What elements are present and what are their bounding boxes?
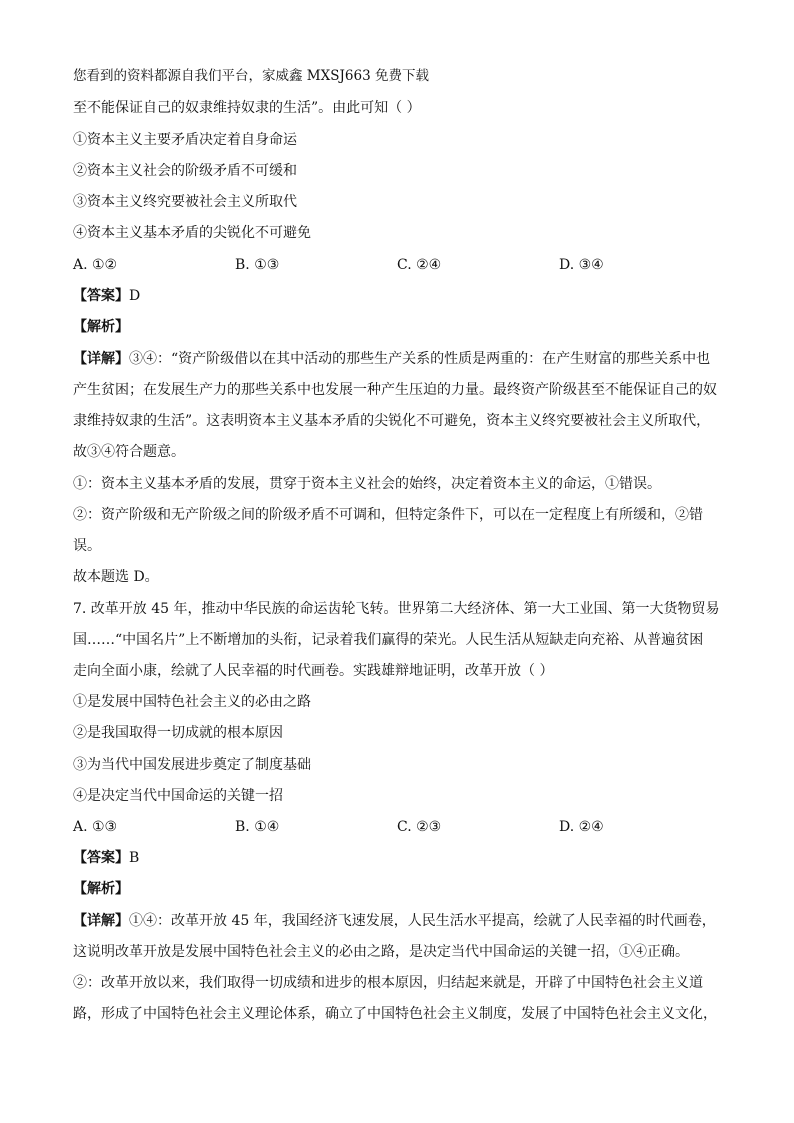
q6-options (73, 255, 721, 275)
q7-answer-tag: 【答案】 (73, 850, 129, 866)
q6-option-c: C. ②④ (397, 257, 442, 273)
q7-options (73, 817, 721, 837)
q7-answer-value: B (129, 850, 140, 866)
q7-stem-line-1: 7. 改革开放 45 年，推动中华民族的命运齿轮飞转。世界第二大经济体、第一大工业国、第一大货物贸易 (73, 601, 720, 617)
q6-item-1: ①资本主义主要矛盾决定着自身命运 (73, 132, 297, 148)
q6-option-a: A. ①② (73, 257, 118, 273)
q7-analysis-tag: 【解析】 (73, 881, 129, 897)
q7-stem-line-3: 走向全面小康，绘就了人民幸福的时代画卷。实践雄辩地证明，改革开放（ ） (73, 663, 554, 679)
q7-option-d: D. ②④ (559, 819, 604, 835)
q6-detail-line-5: ①：资本主义基本矛盾的发展，贯穿于资本主义社会的始终，决定着资本主义的命运，①错误。 (73, 476, 661, 492)
q6-detail-text-1: ③④：“资产阶级借以在其中活动的那些生产关系的性质是两重的：在产生财富的那些关系中也 (129, 351, 711, 367)
q7-detail-line-2: 这说明改革开放是发展中国特色社会主义的必由之路，是决定当代中国命运的关键一招，①④正确。 (73, 944, 689, 960)
q7-item-1: ①是发展中国特色社会主义的必由之路 (73, 694, 311, 710)
q6-option-d: D. ③④ (559, 257, 604, 273)
q6-detail-line-6: ②：资产阶级和无产阶级之间的阶级矛盾不可调和，但特定条件下，可以在一定程度上有所缓和，②错 (73, 507, 703, 523)
q7-detail-text-1: ①④：改革开放 45 年，我国经济飞速发展，人民生活水平提高，绘就了人民幸福的时代画卷， (129, 913, 716, 929)
q7-item-4: ④是决定当代中国命运的关键一招 (73, 788, 283, 804)
q6-detail-line-3: 隶维持奴隶的生活”。这表明资本主义基本矛盾的尖锐化不可避免，资本主义终究要被社会主义所取代， (73, 413, 711, 429)
q6-answer-tag: 【答案】 (73, 288, 129, 304)
q6-item-4: ④资本主义基本矛盾的尖锐化不可避免 (73, 225, 311, 241)
q6-analysis-tag: 【解析】 (73, 319, 129, 335)
q7-option-c: C. ②③ (397, 819, 442, 835)
q6-item-2: ②资本主义社会的阶级矛盾不可缓和 (73, 163, 297, 179)
q6-item-3: ③资本主义终究要被社会主义所取代 (73, 194, 297, 210)
q7-option-a: A. ①③ (73, 819, 118, 835)
q7-analysis-heading (73, 879, 129, 899)
q7-detail-line-1 (73, 911, 716, 931)
q6-detail-line-4: 故③④符合题意。 (73, 444, 185, 460)
page-header-note: 您看到的资料都源自我们平台，家威鑫 MXSJ663 免费下载 (73, 68, 429, 84)
q7-item-3: ③为当代中国发展进步奠定了制度基础 (73, 757, 311, 773)
q6-detail-line-7: 误。 (73, 538, 101, 554)
q7-answer (73, 848, 139, 868)
q6-detail-line-2: 产生贫困；在发展生产力的那些关系中也发展一种产生压迫的力量。最终资产阶级甚至不能保证自己的奴 (73, 382, 717, 398)
q6-analysis-heading (73, 317, 129, 337)
q6-detail-line-1 (73, 349, 710, 369)
q7-detail-tag: 【详解】 (73, 913, 129, 929)
q7-option-b: B. ①④ (235, 819, 280, 835)
q7-stem-line-2: 国……“中国名片”上不断增加的头衔，记录着我们赢得的荣光。人民生活从短缺走向充裕、从普遍贫困 (73, 632, 704, 648)
q6-detail-tag: 【详解】 (73, 351, 129, 367)
q6-stem-end: 至不能保证自己的奴隶维持奴隶的生活”。由此可知（ ） (73, 100, 421, 116)
q6-answer (73, 286, 140, 306)
q6-option-b: B. ①③ (235, 257, 280, 273)
q7-detail-line-3: ②：改革开放以来，我们取得一切成绩和进步的根本原因，归结起来就是，开辟了中国特色社会主义道 (73, 975, 703, 991)
q6-answer-value: D (129, 288, 141, 304)
q6-conclusion: 故本题选 D。 (73, 569, 159, 585)
q7-detail-line-4: 路，形成了中国特色社会主义理论体系，确立了中国特色社会主义制度，发展了中国特色社会主义文化， (73, 1006, 717, 1022)
q7-item-2: ②是我国取得一切成就的根本原因 (73, 725, 283, 741)
